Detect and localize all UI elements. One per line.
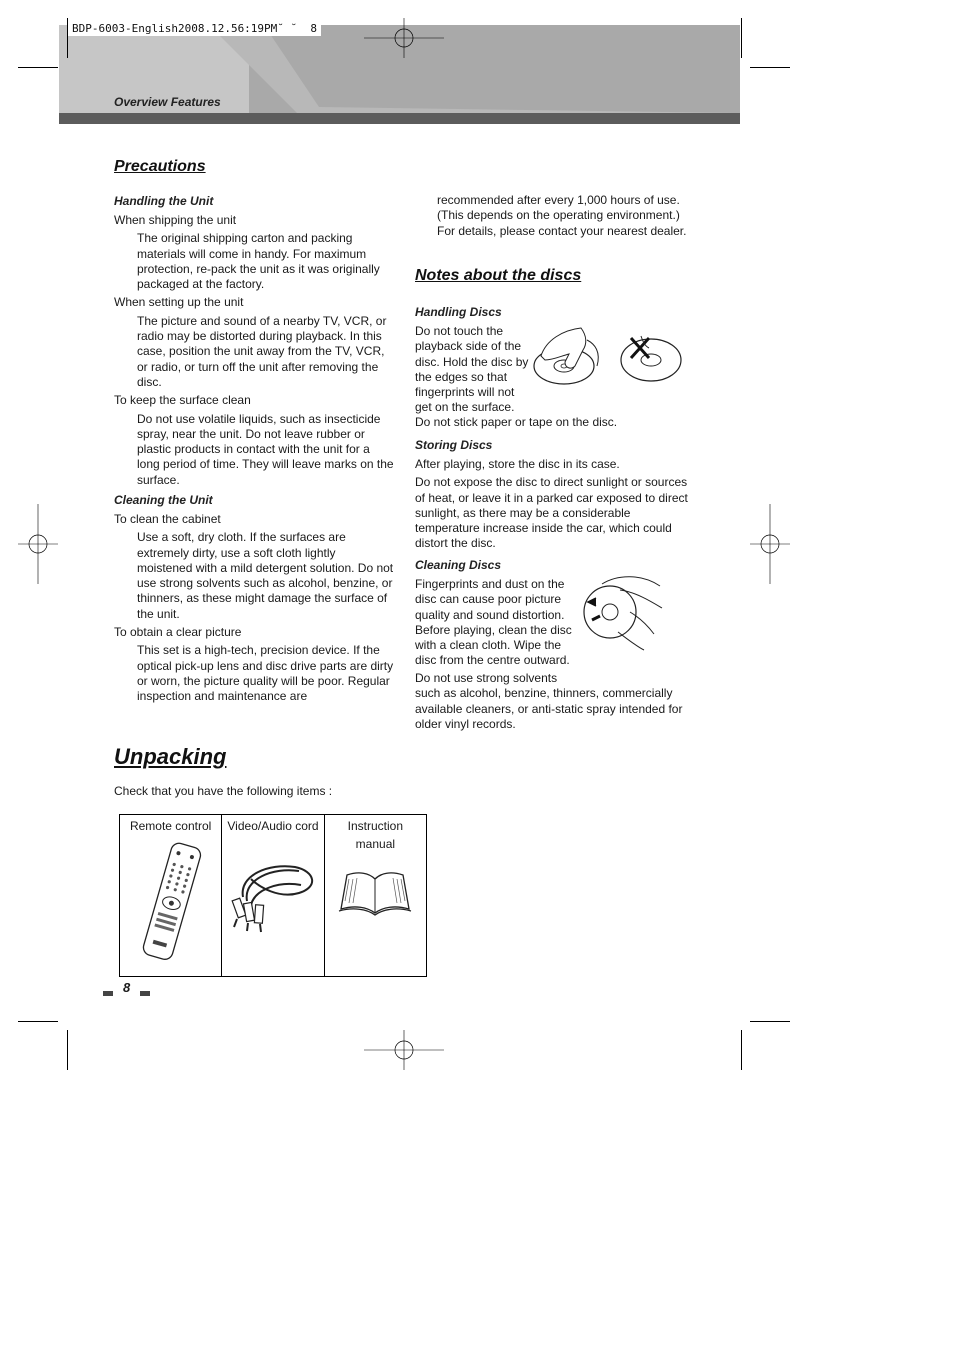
handling-discs-title: Handling Discs <box>415 305 502 319</box>
handling-discs-text: Do not touch the playback side of the disc. Hold the disc by the edges so that fingerprints will not get on the surface. <box>415 324 529 415</box>
item-remote-control <box>120 815 222 977</box>
discs-title: Notes about the discs <box>415 267 582 284</box>
setup-text: The picture and sound of a nearby TV, VCR, or radio may be distorted during playback. In this case, position the unit away from the TV, VCR, or radio, or turn off the unit after removing the disc. <box>137 313 387 389</box>
crop-mark <box>67 1030 68 1070</box>
surface-text: Do not use volatile liquids, such as insecticide spray, near the unit. Do not leave rubber or plastic products in contact with the unit for a long period of time. They will leave marks on the surface. <box>137 411 394 487</box>
section-label: Overview Features <box>114 95 221 109</box>
open-book-icon <box>335 861 415 921</box>
header-bar <box>59 113 740 124</box>
registration-mark-icon <box>750 504 790 584</box>
cleaning-discs-text2 <box>415 671 697 732</box>
av-cable-icon <box>229 857 317 937</box>
shipping-text: The original shipping carton and packing materials will come in handy. For maximum protection, re-pack the unit as it was originally packaged at the factory. <box>137 231 380 292</box>
picture-label: To obtain a clear picture <box>114 625 242 640</box>
handling-unit-body <box>114 213 394 491</box>
cleaning-discs-text1: Fingerprints and dust on the disc can cause poor picture quality and sound distortion. Before playing, clean the disc with a clean cloth. Wipe the disc from the centre outward. <box>415 577 572 668</box>
cabinet-label: To clean the cabinet <box>114 512 221 526</box>
remote-control-icon <box>131 839 211 963</box>
crop-mark <box>67 18 68 58</box>
crop-mark <box>18 1021 58 1022</box>
cleaning-discs-text2a: Do not use strong solvents <box>415 671 558 685</box>
unpacking-intro: Check that you have the following items : <box>114 784 333 798</box>
item-label: Instruction manual <box>347 819 404 851</box>
disc-cleaning-icon <box>582 572 666 652</box>
storing-text1: After playing, store the disc in its case. <box>415 457 620 471</box>
page-marker-right <box>140 991 150 996</box>
cleaning-discs-text2b: such as alcohol, benzine, thinners, commercially available cleaners, or anti-static spray intended for older vinyl records. <box>415 686 683 731</box>
registration-mark-icon <box>18 504 58 584</box>
storing-discs-title: Storing Discs <box>415 438 493 452</box>
cleaning-unit-title: Cleaning the Unit <box>114 493 213 507</box>
precautions-title: Precautions <box>114 158 206 175</box>
items-table <box>119 814 427 977</box>
file-label: BDP-6003-English2008.12.56:19PM˘ ˘ 8 <box>68 22 321 36</box>
unpacking-title: Unpacking <box>114 744 227 769</box>
item-label: Remote control <box>129 819 212 833</box>
registration-mark-icon <box>364 1030 444 1070</box>
crop-mark <box>741 1030 742 1070</box>
page-marker-left <box>103 991 113 996</box>
crop-mark <box>750 1021 790 1022</box>
surface-label: To keep the surface clean <box>114 393 251 408</box>
item-av-cord <box>222 815 324 977</box>
cleaning-discs-title: Cleaning Discs <box>415 558 502 572</box>
cabinet-text: Use a soft, dry cloth. If the surfaces are extremely dirty, use a soft cloth lightly moistened with a mild detergent solution. Do not use strong solvents such as alcohol, benzine, or thinners, as these might damage the surface of the unit. <box>137 530 394 621</box>
crop-mark <box>741 18 742 58</box>
handling-discs-text2: Do not stick paper or tape on the disc. <box>415 415 618 429</box>
disc-hand-icon <box>531 326 605 388</box>
picture-text: This set is a high-tech, precision device. If the optical pick-up lens and disc drive parts are dirty or worn, the picture quality will be poor. Regular inspection and maintenance are <box>137 643 394 704</box>
page-number: 8 <box>123 980 131 995</box>
maintenance-continued: recommended after every 1,000 hours of use. (This depends on the operating environment.) For details, please contact your nearest dealer. <box>437 193 687 238</box>
disc-crossed-icon <box>619 334 685 384</box>
cleaning-unit-body <box>114 512 394 708</box>
crop-mark <box>750 67 790 68</box>
storing-discs-body <box>415 457 697 552</box>
setup-label: When setting up the unit <box>114 295 244 310</box>
handling-unit-title: Handling the Unit <box>114 194 214 208</box>
crop-mark <box>18 67 58 68</box>
storing-text2: Do not expose the disc to direct sunlight or sources of heat, or leave it in a parked car exposed to direct sunlight, as there may be a considerable temperature increase inside the car, which could distort the disc. <box>415 475 688 551</box>
item-label: Video/Audio cord <box>227 819 319 833</box>
registration-mark-icon <box>364 18 444 58</box>
shipping-label: When shipping the unit <box>114 213 237 227</box>
item-manual <box>324 815 426 977</box>
